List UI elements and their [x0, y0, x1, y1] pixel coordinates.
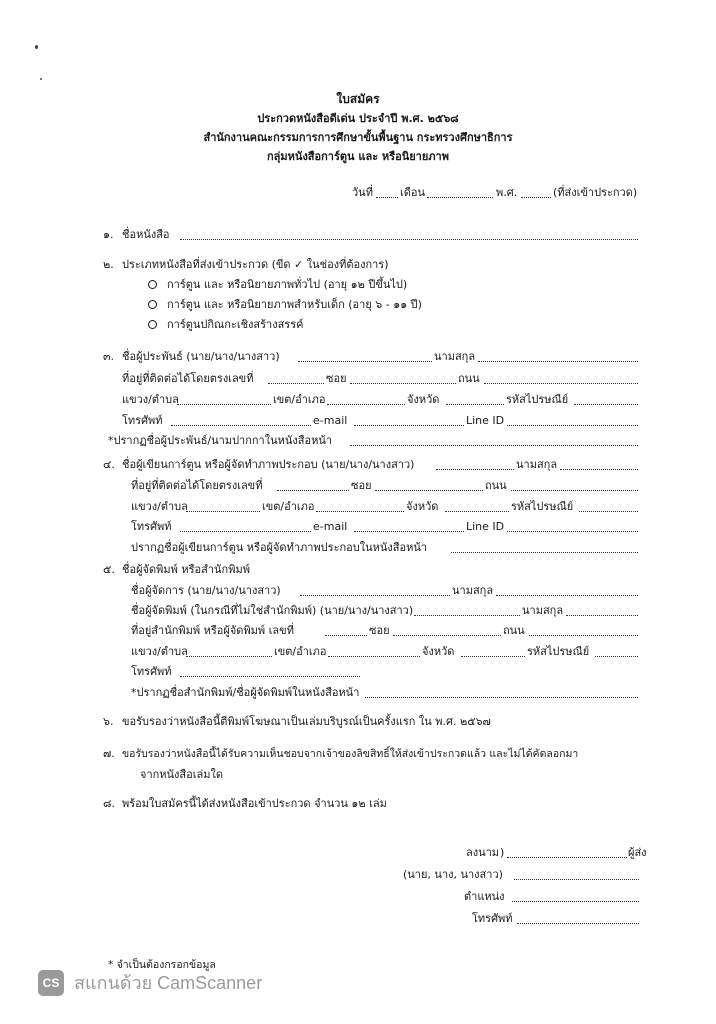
date-month-field[interactable] — [427, 197, 493, 198]
illustrator-surname-field[interactable] — [560, 469, 638, 470]
book-type-option-creative: การ์ตูนปกิณกะเชิงสร้างสรรค์ — [167, 318, 304, 331]
publisher-soi-label: ซอย — [369, 624, 390, 637]
book-type-radio-creative[interactable] — [148, 320, 157, 329]
publisher-province-field[interactable] — [461, 656, 525, 657]
author-postcode-field[interactable] — [574, 404, 638, 405]
item-number: ๕. — [103, 563, 115, 576]
manager-name-field[interactable] — [300, 595, 450, 596]
publisher-postcode-label: รหัสไปรษณีย์ — [527, 645, 590, 658]
author-email-field[interactable] — [354, 425, 464, 426]
illustrator-subdistrict-field[interactable] — [186, 511, 260, 512]
illustrator-subdistrict-label: แขวง/ตำบล — [131, 500, 188, 513]
author-line-field[interactable] — [507, 425, 638, 426]
illustrator-district-field[interactable] — [316, 511, 404, 512]
book-type-option-children: การ์ตูน และ หรือนิยายภาพสำหรับเด็ก (อายุ ๖ - ๑๑ ปี) — [167, 298, 422, 311]
author-district-field[interactable] — [327, 404, 405, 405]
copyright-certification-cont: จากหนังสือเล่มใด — [140, 768, 224, 781]
publisher-person-field[interactable] — [414, 615, 520, 616]
form-subtitle-contest: ประกวดหนังสือดีเด่น ประจำปี พ.ศ. ๒๕๖๘ — [257, 112, 459, 125]
author-subdistrict-field[interactable] — [177, 404, 271, 405]
illustrator-phone-field[interactable] — [180, 531, 311, 532]
publisher-subdistrict-field[interactable] — [186, 656, 272, 657]
date-day-label: วันที่ — [352, 186, 373, 199]
illustrator-soi-field[interactable] — [375, 490, 483, 491]
form-title: ใบสมัคร — [336, 92, 380, 106]
illustrator-postcode-label: รหัสไปรษณีย์ — [511, 500, 574, 513]
manager-name-label: ชื่อผู้จัดการ (นาย/นาง/นางสาว) — [131, 584, 281, 597]
item-number: ๘. — [103, 797, 115, 810]
author-province-field[interactable] — [446, 404, 504, 405]
author-house-number-field[interactable] — [268, 383, 324, 384]
camscanner-text: สแกนด้วย CamScanner — [74, 973, 263, 993]
item-number: ๓. — [103, 350, 115, 363]
publisher-surname-label: นามสกุล — [522, 604, 564, 617]
submission-count: พร้อมใบสมัครนี้ได้ส่งหนังสือเข้าประกวด จำนวน ๑๒ เล่ม — [122, 797, 387, 810]
author-email-label: e-mail — [313, 414, 348, 427]
illustrator-soi-label: ซอย — [351, 479, 372, 492]
date-note: (ที่ส่งเข้าประกวด) — [553, 186, 638, 199]
illustrator-name-field[interactable] — [436, 469, 514, 470]
form-subtitle-office: สำนักงานคณะกรรมการการศึกษาขั้นพื้นฐาน กระทรวงศึกษาธิการ — [203, 131, 513, 144]
publisher-postcode-field[interactable] — [595, 656, 638, 657]
scan-speck — [40, 78, 42, 80]
book-name-field[interactable] — [180, 239, 638, 240]
author-page-field[interactable] — [350, 445, 638, 446]
illustrator-line-field[interactable] — [507, 531, 638, 532]
publisher-page-field[interactable] — [365, 697, 638, 698]
author-road-label: ถนน — [458, 372, 480, 385]
illustrator-road-label: ถนน — [485, 479, 507, 492]
book-type-option-general: การ์ตูน และ หรือนิยายภาพทั่วไป (อายุ ๑๒ ปีขึ้นไป) — [167, 278, 408, 291]
author-address-label: ที่อยู่ที่ติดต่อได้โดยตรงเลขที่ — [122, 372, 254, 385]
illustrator-road-field[interactable] — [511, 490, 638, 491]
required-footnote: * จำเป็นต้องกรอกข้อมูล — [108, 959, 216, 971]
publisher-label: ชื่อผู้จัดพิมพ์ หรือสำนักพิมพ์ — [122, 563, 250, 576]
author-surname-label: นามสกุล — [434, 350, 476, 363]
first-print-certification: ขอรับรองว่าหนังสือนี้ตีพิมพ์โฆษณาเป็นเล่มบริบูรณ์เป็นครั้งแรก ใน พ.ศ. ๒๕๖๗ — [122, 715, 491, 728]
publisher-person-label: ชื่อผู้จัดพิมพ์ (ในกรณีที่ไม่ใช่สำนักพิมพ์) (นาย/นาง/นางสาว) — [131, 604, 414, 617]
sender-label: ผู้ส่ง — [628, 846, 647, 859]
book-type-label: ประเภทหนังสือที่ส่งเข้าประกวด (ขีด ✓ ในช่องที่ต้องการ) — [122, 258, 389, 271]
illustrator-line-label: Line ID — [466, 520, 505, 533]
publisher-district-field[interactable] — [328, 656, 420, 657]
item-number: ๗. — [103, 747, 115, 760]
author-line-label: Line ID — [466, 414, 505, 427]
author-soi-label: ซอย — [326, 372, 347, 385]
author-postcode-label: รหัสไปรษณีย์ — [506, 393, 569, 406]
illustrator-address-label: ที่อยู่ที่ติดต่อได้โดยตรงเลขที่ — [131, 479, 263, 492]
author-subdistrict-label: แขวง/ตำบล — [122, 393, 179, 406]
publisher-address-label: ที่อยู่สำนักพิมพ์ หรือผู้จัดพิมพ์ เลขที่ — [131, 624, 294, 637]
book-type-radio-children[interactable] — [148, 300, 157, 309]
author-name-label: ชื่อผู้ประพันธ์ (นาย/นาง/นางสาว) — [122, 350, 280, 363]
illustrator-page-note: ปรากฏชื่อผู้เขียนการ์ตูน หรือผู้จัดทำภาพประกอบในหนังสือหน้า — [131, 541, 428, 554]
date-month-label: เดือน — [400, 186, 426, 199]
signer-name-field[interactable] — [514, 879, 639, 880]
illustrator-province-field[interactable] — [445, 511, 509, 512]
manager-surname-field[interactable] — [496, 595, 638, 596]
form-subtitle-category: กลุ่มหนังสือการ์ตูน และ หรือนิยายภาพ — [267, 150, 449, 163]
camscanner-logo: CS — [38, 970, 64, 996]
illustrator-name-label: ชื่อผู้เขียนการ์ตูน หรือผู้จัดทำภาพประกอบ (นาย/นาง/นางสาว) — [122, 458, 415, 471]
publisher-road-label: ถนน — [503, 624, 525, 637]
author-road-field[interactable] — [484, 383, 638, 384]
signer-title-label: (นาย, นาง, นางสาว) — [403, 868, 503, 881]
book-name-label: ชื่อหนังสือ — [122, 228, 170, 241]
item-number: ๔. — [103, 458, 115, 471]
signature-label: ลงนาม — [466, 846, 500, 859]
author-phone-label: โทรศัพท์ — [122, 414, 163, 427]
signer-phone-label: โทรศัพท์ — [472, 912, 513, 925]
illustrator-page-field[interactable] — [451, 552, 638, 553]
signer-position-label: ตำแหน่ง — [464, 890, 505, 903]
date-year-label: พ.ศ. — [496, 186, 518, 199]
publisher-road-field[interactable] — [529, 635, 638, 636]
signer-position-field[interactable] — [512, 901, 639, 902]
author-province-label: จังหวัด — [407, 393, 440, 406]
item-number: ๒. — [103, 258, 114, 271]
illustrator-phone-label: โทรศัพท์ — [131, 520, 172, 533]
publisher-house-number-field[interactable] — [325, 635, 367, 636]
publisher-subdistrict-label: แขวง/ตำบล — [131, 645, 188, 658]
publisher-soi-field[interactable] — [393, 635, 501, 636]
date-day-field[interactable] — [376, 197, 398, 198]
book-type-radio-general[interactable] — [148, 280, 157, 289]
publisher-province-label: จังหวัด — [422, 645, 455, 658]
publisher-district-label: เขต/อำเภอ — [274, 645, 327, 658]
illustrator-surname-label: นามสกุล — [516, 458, 558, 471]
item-number: ๑. — [103, 228, 114, 241]
date-year-field[interactable] — [521, 197, 551, 198]
author-name-field[interactable] — [298, 361, 432, 362]
author-district-label: เขต/อำเภอ — [273, 393, 326, 406]
author-page-note: *ปรากฏชื่อผู้ประพันธ์/นามปากกาในหนังสือหน้า — [108, 434, 333, 447]
publisher-surname-field[interactable] — [566, 615, 638, 616]
publisher-page-note: *ปรากฏชื่อสำนักพิมพ์/ชื่อผู้จัดพิมพ์ในหนังสือหน้า — [131, 686, 360, 699]
illustrator-email-field[interactable] — [354, 531, 464, 532]
copyright-certification: ขอรับรองว่าหนังสือนี้ได้รับความเห็นชอบจากเจ้าของลิขสิทธิ์ให้ส่งเข้าประกวดแล้ว และไม่ได้คัดลอกมา — [122, 748, 579, 760]
author-soi-field[interactable] — [350, 383, 456, 384]
author-surname-field[interactable] — [478, 361, 638, 362]
illustrator-province-label: จังหวัด — [406, 500, 439, 513]
signer-phone-field[interactable] — [517, 923, 639, 924]
illustrator-postcode-field[interactable] — [579, 511, 638, 512]
scan-speck — [35, 45, 38, 49]
illustrator-email-label: e-mail — [313, 520, 348, 533]
signature-field[interactable] — [507, 857, 627, 858]
item-number: ๖. — [103, 715, 114, 728]
publisher-phone-field[interactable] — [180, 676, 360, 677]
publisher-phone-label: โทรศัพท์ — [131, 665, 172, 678]
manager-surname-label: นามสกุล — [452, 584, 494, 597]
signature-paren-open: ) — [500, 846, 505, 859]
illustrator-district-label: เขต/อำเภอ — [262, 500, 315, 513]
author-phone-field[interactable] — [171, 425, 311, 426]
illustrator-house-number-field[interactable] — [277, 490, 349, 491]
